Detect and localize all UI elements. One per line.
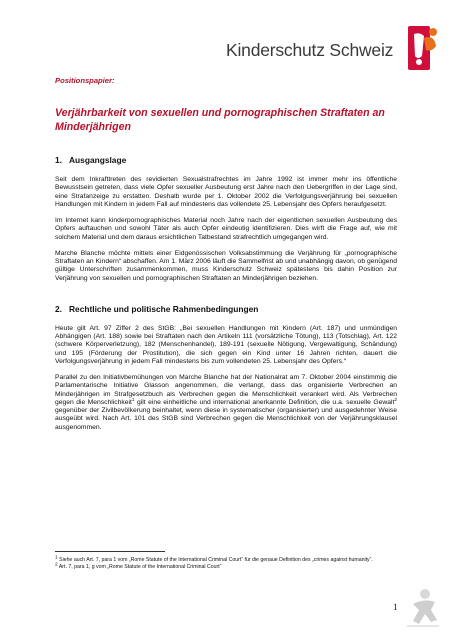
footnote-text: Siehe auch Art. 7, para 1 vom „Rome Statute of the International Criminal Court“ für die genaue Definition des „crimes against humanity“. <box>57 557 373 563</box>
page-number: 1 <box>393 602 398 612</box>
paragraph: Im Internet kann kinderpornographisches Material noch Jahre nach der eigentlichen sexuellen Ausbeutung des Opfers auftauchen und sowohl Täter als auch Opfer eindeutig identifizieren. Dies wirft die Frage auf, wie mit solchem Material und dem daraus ersichtlichen Tatbestand strafrechtlich umgegangen wird. <box>55 217 397 241</box>
section-title: Ausgangslage <box>69 155 127 165</box>
footnote-mark: 1 <box>55 555 58 561</box>
section-number: 1. <box>55 155 62 165</box>
section-title: Rechtliche und politische Rahmenbedingungen <box>69 303 259 314</box>
corner-figure-icon <box>401 586 443 630</box>
section-heading-2 <box>55 304 397 314</box>
document-body <box>55 76 397 432</box>
logo-text: Kinderschutz Schweiz <box>226 40 394 60</box>
section-number: 2. <box>55 303 62 314</box>
section-heading-1 <box>55 155 397 165</box>
footnote-mark: 2 <box>55 561 58 567</box>
document-kicker: Positionspapier: <box>55 76 115 85</box>
footnote-2 <box>55 561 397 571</box>
paragraph <box>55 374 397 432</box>
paragraph: Seit dem Inkrafttreten des revidierten Sexualstrafrechtes im Jahre 1992 ist immer mehr ins öffentliche Bewusstsein getreten, dass viele Opfer sexueller Ausbeutung erst Jahre nach den Uebergriffen in der Lage sind, eine Strafanzeige zu erstatten. Deshalb wurde per 1. Oktober 2002 die Verfolgungsverjährung bei sexuellen Handlungen mit Kindern in jedem Fall auf mindestens das vollendete 25. Lebensjahr des Opfers heraufgesetzt. <box>55 176 397 208</box>
footnote-text: Art. 7, para 1, g vom „Rome Statute of the International Criminal Court“ <box>57 563 222 570</box>
footnotes <box>55 557 397 570</box>
header-logo <box>226 22 436 82</box>
paragraph: Heute gilt Art. 97 Ziffer 2 des StGB: „Bei sexuellen Handlungen mit Kindern (Art. 187) und unmündigen Abhängigen (Art. 188) sowie bei Straftaten nach den Artikeln 111 (vorsätzliche Tötung), 113 (Totschlag), Art. 122 (schwere Körperverletzung), 182 (Menschenhandel), 189-191 (sexuelle Nötigung, Vergewaltigung, Schändung) und 195 (Förderung der Prostitution), die sich gegen ein Kind unter 16 Jahren richten, dauert die Verfolgungsverjährung in jedem Fall mindestens bis zum vollendeten 25. Lebensjahr des Opfers.“ <box>55 324 397 365</box>
footnote-ref-2[interactable]: 2 <box>394 397 397 403</box>
paragraph-text: Parallel zu den Initiativbemühungen von Marche Blanche hat der Nationalrat am 7. Oktober 2004 einstimmig die Parlamentarische Initiative Glasson angenommen, die verlangt, dass das organisierte Verbrechen an Minderjährigen im Strafgesetzbuch als Verbrechen gegen die Menschlichkeit verankert wird. Als Verbrechen gegen die Menschlichkeit <box>55 374 397 406</box>
paragraph: Marche Blanche möchte mittels einer Eidgenössischen Volksabstimmung die Verjährung für „pornographische Straftaten an Kindern“ abschaffen. Am 1. März 2006 läuft die Sammelfrist ab und unabhängig davon, ob genügend gültige Unterschriften zusammenkommen, muss Kinderschutz Schweiz spätestens bis dahin Position zur Verjährung von sexuellen und pornographischen Straftaten an Minderjährigen beziehen. <box>55 249 397 282</box>
footnote-divider <box>55 551 165 552</box>
paragraph-text: gilt eine einheitliche und international anerkannte Definition, die u.a. sexuelle Gewalt <box>134 398 395 406</box>
footnote-ref-1[interactable]: 1 <box>131 397 135 403</box>
logo-figure-icon <box>408 22 438 78</box>
document-title: Verjährbarkeit von sexuellen und pornographischen Straftaten an Minderjährigen <box>55 107 385 133</box>
paragraph-text: gegenüber der Zivilbevölkerung beinhaltet, wenn diese in systematischer (organisierter) und ausgedehnter Weise ausgeübt wird. Nach Art. 101 des StGB sind Verbrechen gegen die Menschlichkeit von der Verjährungsklausel ausgenommen. <box>55 407 397 431</box>
